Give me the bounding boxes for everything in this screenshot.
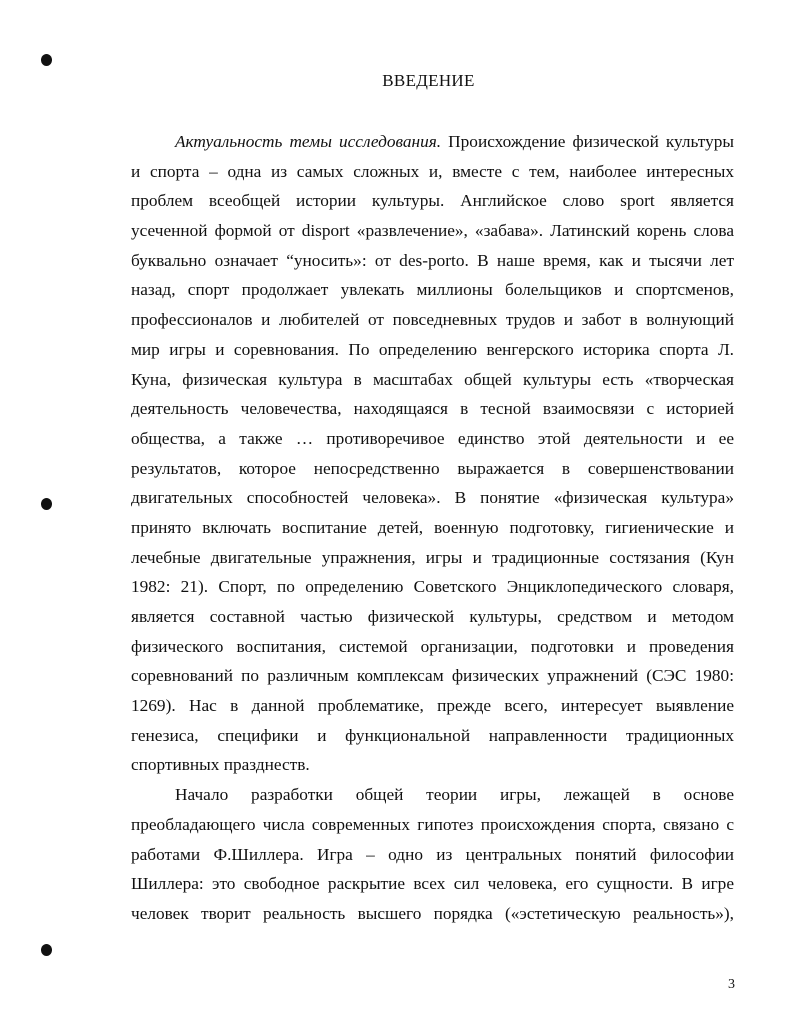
paragraph-line: преобладающего числа современных гипотез происхождения спорта, связано с: [131, 814, 734, 834]
paragraph-line: спортивных празднеств.: [131, 755, 310, 775]
italic-lead: Актуальность темы исследования.: [175, 132, 442, 151]
body-text: [131, 127, 734, 929]
paragraph-line: усеченной формой от disport «развлечение», «забава». Латинский корень слова: [131, 221, 734, 241]
paragraph-line: соревнований по различным комплексам физических упражнений (СЭС 1980:: [131, 666, 734, 686]
paragraph-line: проблем всеобщей истории культуры. Английское слово sport является: [131, 191, 734, 211]
paragraph-line: 1982: 21). Спорт, по определению Советского Энциклопедического словаря,: [131, 577, 734, 597]
paragraph-line: мир игры и соревнования. По определению венгерского историка спорта Л.: [131, 339, 734, 359]
page-title: ВВЕДЕНИЕ: [382, 71, 475, 90]
paragraph-line: Начало разработки общей теории игры, лежащей в основе: [175, 785, 734, 805]
paragraph-line: человек творит реальность высшего порядка («эстетическую реальность»),: [131, 903, 734, 923]
paragraph-line: общества, а также … противоречивое единство этой деятельности и ее: [131, 428, 734, 448]
page-number: 3: [728, 977, 735, 992]
paragraph-line: генезиса, специфики и функциональной направленности традиционных: [131, 725, 734, 745]
paragraph-line: физического воспитания, системой организации, подготовки и проведения: [131, 636, 734, 656]
binder-hole-mark: [41, 498, 52, 510]
paragraph-line: Актуальность темы исследования. Происхождение физической культуры: [175, 132, 734, 151]
paragraph-line: деятельность человечества, находящаяся в тесной взаимосвязи с историей: [131, 399, 734, 419]
paragraph-line: Шиллера: это свободное раскрытие всех сил человека, его сущности. В игре: [131, 874, 734, 894]
paragraph-line: буквально означает “уносить»: от des-porto. В наше время, как и тысячи лет: [131, 250, 734, 270]
binder-hole-mark: [41, 54, 52, 66]
binder-hole-mark: [41, 944, 52, 956]
paragraph-line: назад, спорт продолжает увлекать миллионы болельщиков и спортсменов,: [131, 280, 734, 300]
paragraph-line: Куна, физическая культура в масштабах общей культуры есть «творческая: [131, 369, 734, 389]
paragraph-line: принято включать воспитание детей, военную подготовку, гигиенические и: [131, 517, 734, 537]
paragraph-line: двигательных способностей человека». В понятие «физическая культура»: [131, 488, 734, 508]
paragraph-line: 1269). Нас в данной проблематике, прежде всего, интересует выявление: [131, 696, 734, 716]
paragraph-line: работами Ф.Шиллера. Игра – одно из центральных понятий философии: [131, 844, 734, 864]
paragraph-line: профессионалов и любителей от повседневных трудов и забот в волнующий: [131, 310, 734, 330]
paragraph-line: результатов, которое непосредственно выражается в совершенствовании: [131, 458, 734, 478]
paragraph-line: является составной частью физической культуры, средством и методом: [131, 607, 734, 626]
paragraph-line: и спорта – одна из самых сложных и, вместе с тем, наиболее интересных: [131, 161, 734, 181]
paragraph-line: лечебные двигательные упражнения, игры и традиционные состязания (Кун: [131, 547, 734, 567]
